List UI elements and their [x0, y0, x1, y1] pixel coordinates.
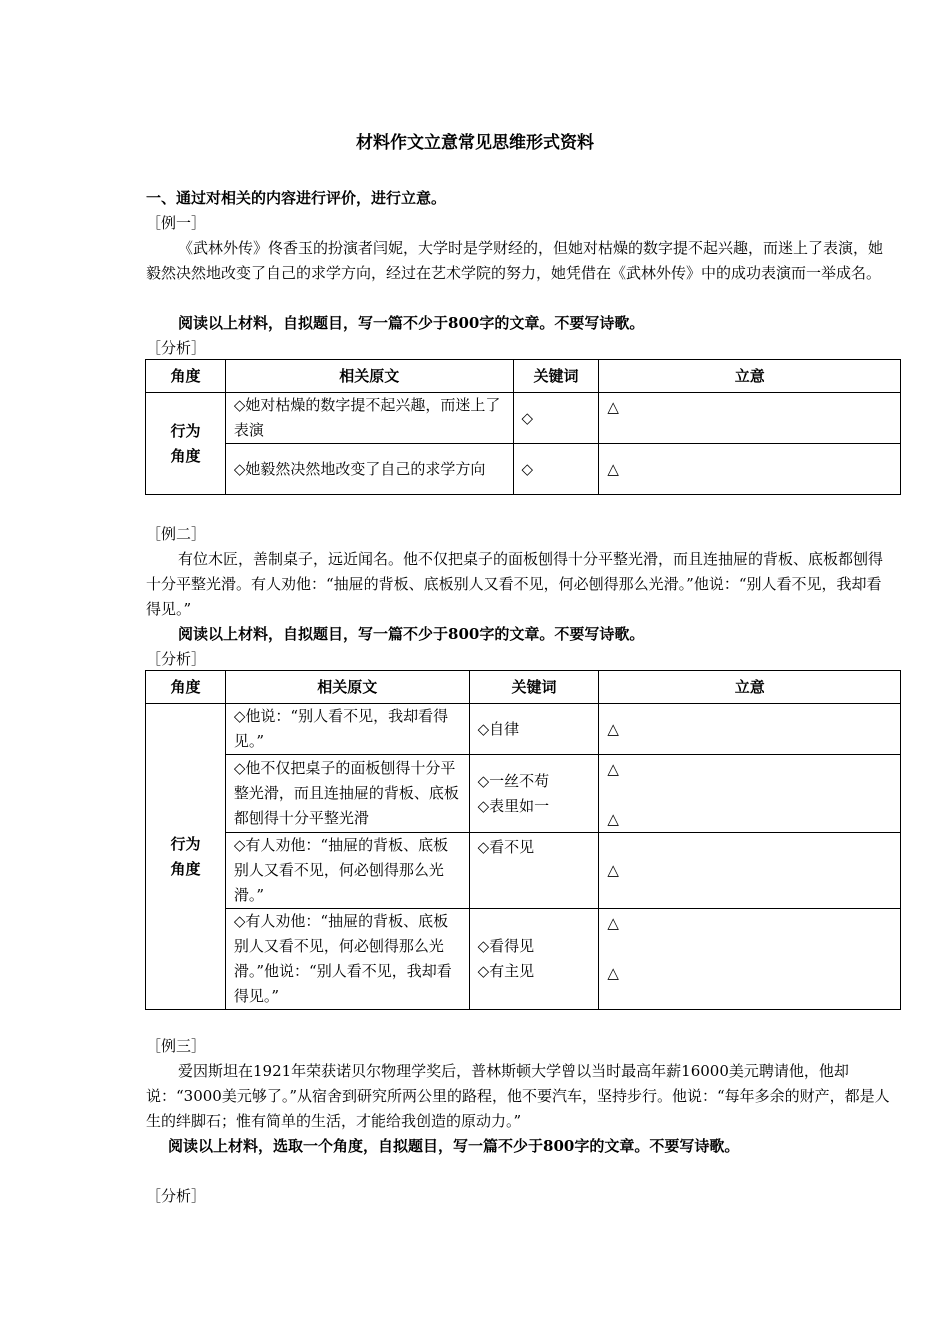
- example2-paragraph: 有位木匠，善制桌子，远近闻名。他不仅把桌子的面板刨得十分平整光滑，而且连抽屉的背板、底板都刨得十分平整光滑。有人劝他：“抽屉的背板、底板别人又看不见，何必刨得那么光滑。”他说：“别人看不见，我却看得见。”: [146, 550, 884, 618]
- example1-analysis-label: ［分析］: [146, 339, 207, 357]
- idea-line: △: [607, 810, 619, 828]
- keyword-cell: ◇: [513, 393, 599, 444]
- idea-line: △: [607, 719, 619, 738]
- source-cell: ◇她对枯燥的数字提不起兴趣，而迷上了表演: [225, 393, 513, 444]
- keyword-line: ◇看得见: [477, 937, 535, 955]
- table-row: [146, 755, 901, 833]
- source-cell: ◇有人劝他：“抽屉的背板、底板别人又看不见，何必刨得那么光滑。”他说：“别人看不见，我却看得见。”: [225, 909, 469, 1010]
- header-idea: 立意: [599, 671, 901, 704]
- example1-instruction: 阅读以上材料，自拟题目，写一篇不少于800字的文章。不要写诗歌。: [178, 314, 645, 332]
- idea-cell: [599, 704, 901, 755]
- angle-cell: [146, 393, 226, 495]
- table-row: [146, 393, 901, 444]
- idea-cell: [599, 755, 901, 833]
- example3-paragraph: 爱因斯坦在1921年荣获诺贝尔物理学奖后，普林斯顿大学曾以当时最高年薪16000美元聘请他，他却说：“3000美元够了。”从宿舍到研究所两公里的路程，他不要汽车，坚持步行。他说：“每年多余的财产，都是人生的绊脚石；惟有简单的生活，才能给我创造的原动力。”: [146, 1062, 890, 1130]
- table-row: [146, 833, 901, 909]
- idea-cell: △: [599, 444, 901, 495]
- keyword-cell: [469, 755, 599, 833]
- source-cell: ◇她毅然决然地改变了自己的求学方向: [225, 444, 513, 495]
- keyword-line: ◇一丝不苟: [477, 771, 550, 790]
- angle-line1: 行为: [170, 421, 201, 440]
- header-angle: 角度: [146, 360, 226, 393]
- idea-line: △: [607, 964, 619, 982]
- example2-label: ［例二］: [146, 525, 207, 543]
- keyword-cell: [469, 704, 599, 755]
- idea-cell: [599, 909, 901, 1010]
- idea-cell: [599, 833, 901, 909]
- table-row: [146, 444, 901, 495]
- table-header-row: [146, 360, 901, 393]
- angle-line1: 行为: [170, 834, 201, 853]
- source-cell: ◇有人劝他：“抽屉的背板、底板别人又看不见，何必刨得那么光滑。”: [225, 833, 469, 909]
- header-source: 相关原文: [225, 360, 513, 393]
- example3-label: ［例三］: [146, 1037, 207, 1055]
- table-row: [146, 704, 901, 755]
- angle-line2: 角度: [170, 859, 201, 878]
- idea-line: △: [607, 914, 619, 932]
- header-angle: 角度: [146, 671, 226, 704]
- header-source: 相关原文: [225, 671, 469, 704]
- keyword-line: ◇看不见: [477, 838, 535, 856]
- idea-line: △: [607, 760, 619, 778]
- table-header-row: [146, 671, 901, 704]
- table-row: [146, 909, 901, 1010]
- source-cell: ◇他说：“别人看不见，我却看得见。”: [225, 704, 469, 755]
- example2-analysis-table: [145, 670, 901, 1010]
- keyword-cell: [469, 909, 599, 1010]
- example3-analysis-label: ［分析］: [146, 1187, 207, 1205]
- header-idea: 立意: [599, 360, 901, 393]
- keyword-line: ◇自律: [477, 719, 520, 738]
- idea-cell: △: [599, 393, 901, 444]
- example2-instruction: 阅读以上材料，自拟题目，写一篇不少于800字的文章。不要写诗歌。: [178, 625, 645, 643]
- example3-instruction: 阅读以上材料，选取一个角度，自拟题目，写一篇不少于800字的文章。不要写诗歌。: [168, 1137, 740, 1155]
- example1-paragraph: 《武林外传》佟香玉的扮演者闫妮，大学时是学财经的，但她对枯燥的数字提不起兴趣，而迷上了表演，她毅然决然地改变了自己的求学方向，经过在艺术学院的努力，她凭借在《武林外传》中的成功表演而一举成名。: [146, 239, 884, 282]
- idea-line: △: [607, 861, 619, 879]
- header-keyword: 关键词: [513, 360, 599, 393]
- keyword-line: ◇表里如一: [477, 796, 550, 815]
- document-title: 材料作文立意常见思维形式资料: [356, 133, 594, 153]
- angle-line2: 角度: [170, 446, 201, 465]
- example2-analysis-label: ［分析］: [146, 650, 207, 668]
- angle-cell: [146, 704, 226, 1010]
- keyword-cell: [469, 833, 599, 909]
- section-heading: 一、通过对相关的内容进行评价，进行立意。: [146, 189, 447, 207]
- example1-label: ［例一］: [146, 214, 207, 232]
- keyword-cell: ◇: [513, 444, 599, 495]
- example1-analysis-table: [145, 359, 901, 495]
- keyword-line: ◇有主见: [477, 962, 535, 980]
- header-keyword: 关键词: [469, 671, 599, 704]
- source-cell: ◇他不仅把桌子的面板刨得十分平整光滑，而且连抽屉的背板、底板都刨得十分平整光滑: [225, 755, 469, 833]
